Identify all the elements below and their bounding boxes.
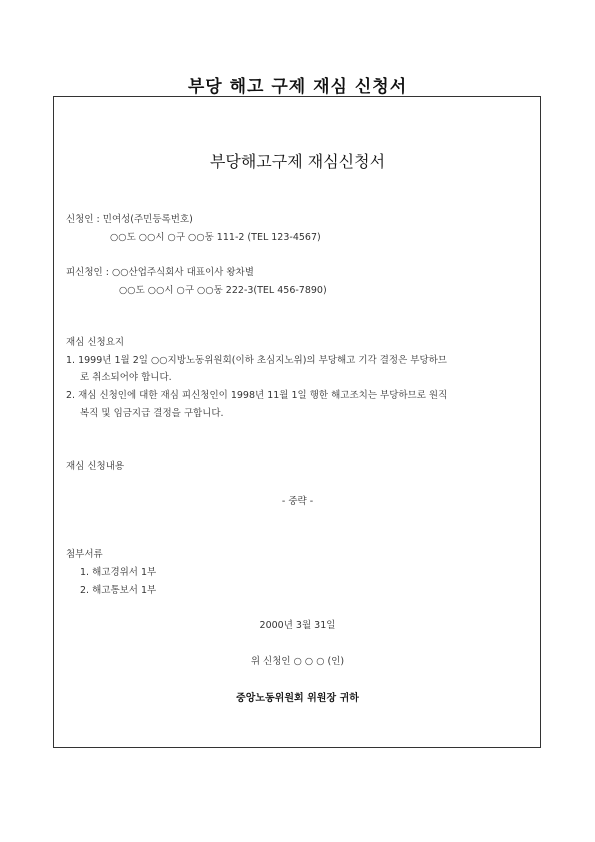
document-frame [53,96,541,748]
document-outer-title: 부당 해고 구제 재심 신청서 [187,77,408,97]
content-omitted: - 중략 - [281,496,314,507]
signature-line: 위 신청인 ○ ○ ○ (인) [250,656,345,667]
summary-item-1-line-2: 로 취소되어야 합니다. [80,372,172,383]
summary-item-2-line-1: 2. 재심 신청인에 대한 재심 피신청인이 1998년 11월 1일 행한 해고조치는 부당하므로 원직 [66,390,448,401]
summary-item-2-line-2: 복직 및 임금지급 결정을 구합니다. [80,408,224,419]
content-heading: 재심 신청내용 [66,461,125,472]
attachment-item-2: 2. 해고통보서 1부 [80,585,157,596]
respondent-line: 피신청인 : ○○산업주식회사 대표이사 왕차별 [66,267,254,278]
document-inner-title: 부당해고구제 재심신청서 [209,152,386,171]
date: 2000년 3월 31일 [259,620,336,631]
applicant-line: 신청인 : 민여성(주민등록번호) [66,214,193,225]
addressee: 중앙노동위원회 위원장 귀하 [236,693,359,704]
summary-heading: 재심 신청요지 [66,337,125,348]
summary-item-1-line-1: 1. 1999년 1월 2일 ○○지방노동위원회(이하 초심지노위)의 부당해고 기각 결정은 부당하므 [66,355,447,366]
applicant-address: ○○도 ○○시 ○구 ○○동 111-2 (TEL 123-4567) [110,232,321,243]
respondent-address: ○○도 ○○시 ○구 ○○동 222-3(TEL 456-7890) [119,285,327,296]
attachment-item-1: 1. 해고경위서 1부 [80,567,157,578]
attachments-heading: 첨부서류 [66,549,103,560]
